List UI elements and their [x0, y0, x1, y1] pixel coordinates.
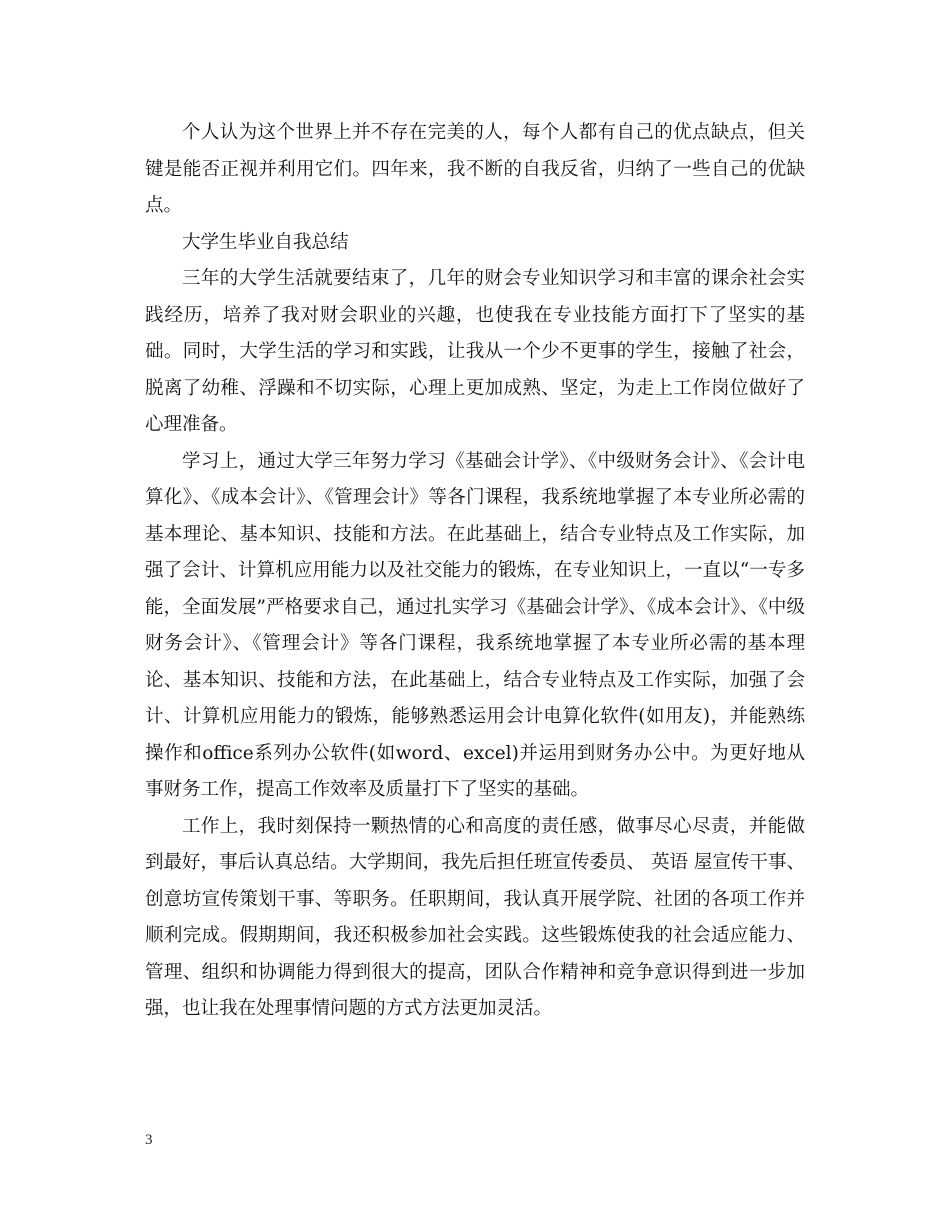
section-heading: 大学生毕业自我总结 — [182, 231, 349, 253]
paragraph-work: 工作上，我时刻保持一颗热情的心和高度的责任感，做事尽心尽责，并能做到最好，事后认真总结。大学期间，我先后担任班宣传委员、 英语 屋宣传干事、创意坊宣传策划干事、等职务。任职期间，我认真开展学院、社团的各项工作并顺利完成。假期期间，我还积极参加社会实践。这些锻炼使我的社会适应能力、管理、组织和协调能力得到很大的提高，团队合作精神和竞争意识得到进一步加强，也让我在处理事情问题的方式方法更加灵活。 — [145, 815, 805, 1019]
page-number: 3 — [145, 1132, 153, 1148]
paragraph-overview: 三年的大学生活就要结束了，几年的财会专业知识学习和丰富的课余社会实践经历，培养了我对财会职业的兴趣，也使我在专业技能方面打下了坚实的基础。同时，大学生活的学习和实践，让我从一个少不更事的学生，接触了社会，脱离了幼稚、浮躁和不切实际，心理上更加成熟、坚定，为走上工作岗位做好了心理准备。 — [145, 268, 805, 435]
document-body — [145, 115, 805, 1028]
paragraph-study: 学习上，通过大学三年努力学习《基础会计学》、《中级财务会计》、《会计电算化》、《成本会计》、《管理会计》等各门课程，我系统地掌握了本专业所必需的基本理论、基本知识、技能和方法。在此基础上，结合专业特点及工作实际，加强了会计、计算机应用能力以及社交能力的锻炼，在专业知识上，一直以“一专多能，全面发展”严格要求自己，通过扎实学习《基础会计学》、《成本会计》、《中级财务会计》、《管理会计》等各门课程，我系统地掌握了本专业所必需的基本理论、基本知识、技能和方法，在此基础上，结合专业特点及工作实际，加强了会计、计算机应用能力的锻炼，能够熟悉运用会计电算化软件(如用友)，并能熟练操作和office系列办公软件(如word、excel)并运用到财务办公中。为更好地从事财务工作，提高工作效率及质量打下了坚实的基础。 — [145, 450, 805, 800]
paragraph-intro: 个人认为这个世界上并不存在完美的人，每个人都有自己的优点缺点，但关键是能否正视并利用它们。四年来，我不断的自我反省，归纳了一些自己的优缺点。 — [145, 122, 805, 216]
